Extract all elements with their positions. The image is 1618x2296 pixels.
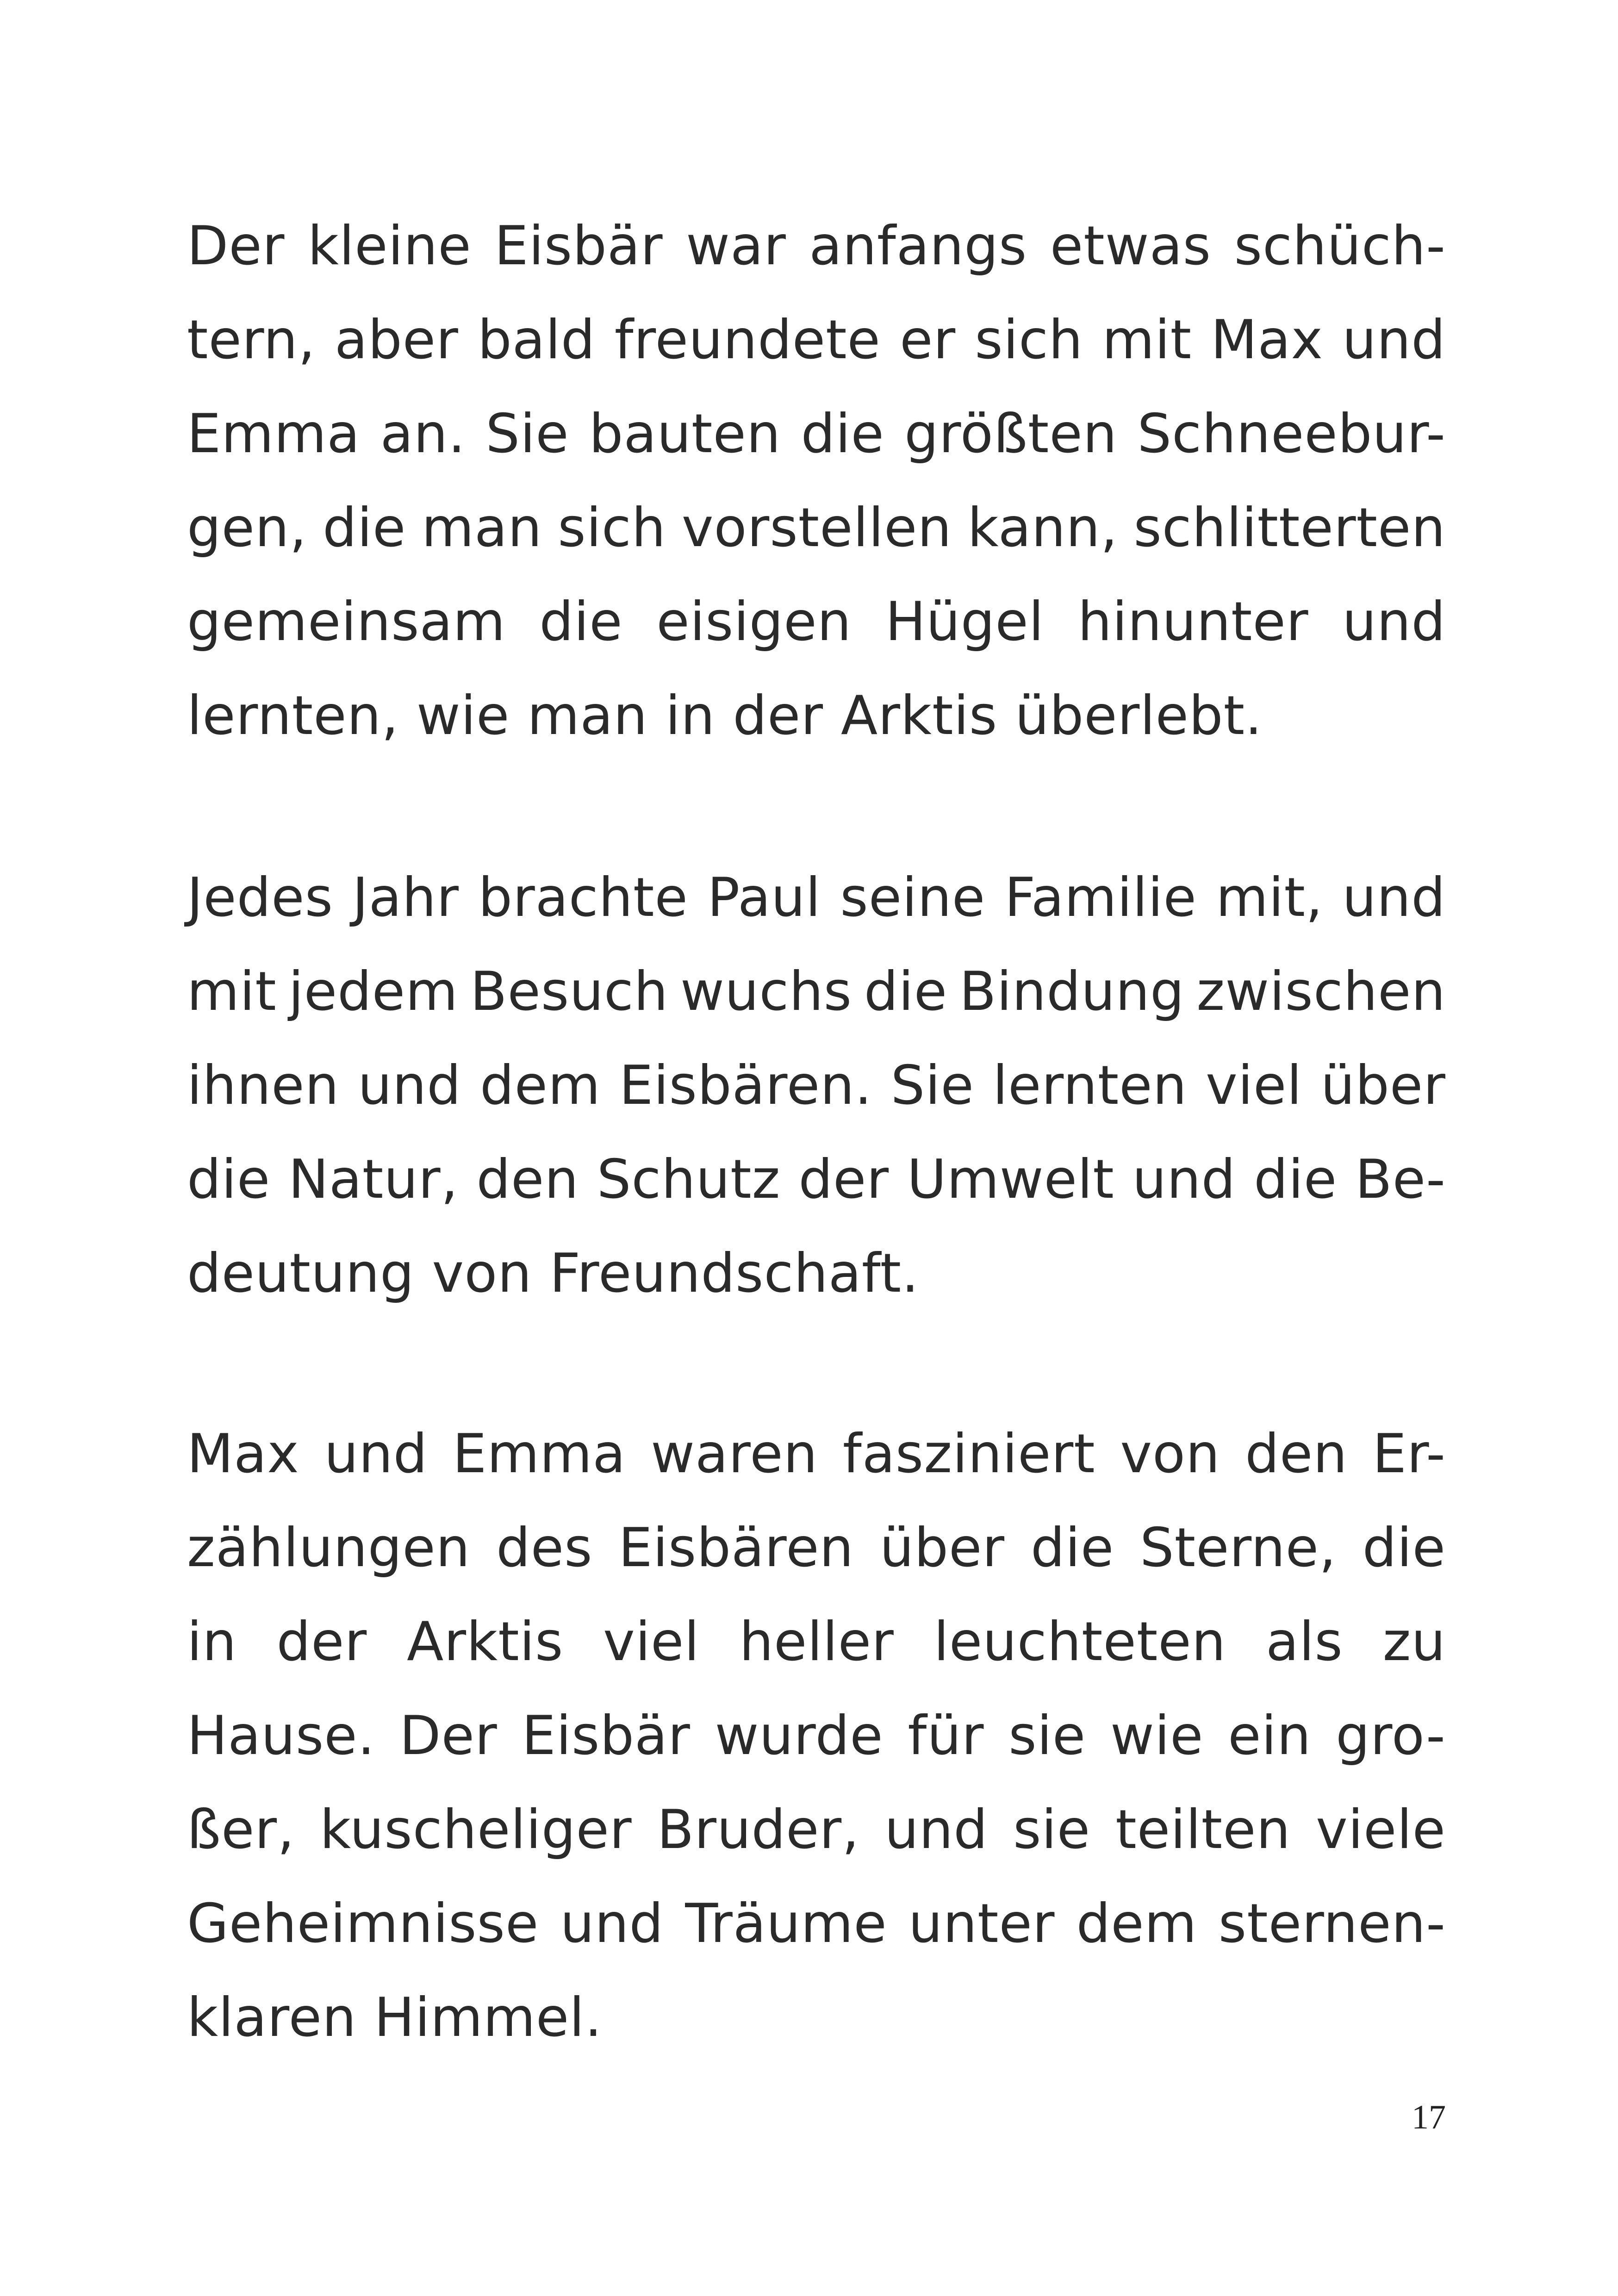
text-line: [187, 481, 1446, 575]
word: Max: [187, 1423, 299, 1485]
word: schüch-: [1234, 215, 1446, 277]
word: Schutz: [597, 1148, 781, 1211]
word: über: [879, 1517, 1005, 1579]
word: Natur,: [288, 1148, 459, 1211]
word: ein: [1228, 1705, 1312, 1767]
word: kuscheliger: [320, 1798, 632, 1861]
word: war: [686, 215, 786, 277]
text-line: deutung von Freundschaft.: [187, 1242, 919, 1305]
word: sich: [558, 497, 666, 559]
word: Schneebur-: [1137, 403, 1446, 465]
word: für: [908, 1705, 984, 1767]
word: gro-: [1336, 1705, 1446, 1767]
text-line: [187, 1689, 1446, 1783]
word: leuchteten: [933, 1611, 1226, 1673]
word: teilten: [1115, 1798, 1291, 1861]
word: Arktis: [407, 1611, 564, 1673]
word: die: [1254, 1148, 1338, 1211]
word: größten: [904, 403, 1118, 465]
word: Hügel: [885, 591, 1044, 653]
word: Emma: [187, 403, 361, 465]
word: Sie: [485, 403, 569, 465]
word: mit: [1102, 309, 1192, 371]
word: viele: [1316, 1798, 1446, 1861]
paragraph-3: [187, 1407, 1446, 2065]
text-line: [187, 575, 1446, 669]
text-line: [187, 1595, 1446, 1689]
word: in: [187, 1611, 237, 1673]
word: man: [421, 497, 542, 559]
word: kleine: [307, 215, 472, 277]
text-line: [187, 945, 1446, 1039]
text-line: [187, 851, 1446, 945]
word: die: [187, 1148, 271, 1211]
word: aber: [335, 309, 459, 371]
word: und: [884, 1798, 988, 1861]
text-line: klaren Himmel.: [187, 1986, 603, 2049]
word: Der: [399, 1705, 498, 1767]
word: zählungen: [187, 1517, 471, 1579]
word: und: [1342, 591, 1446, 653]
word: den: [476, 1148, 579, 1211]
word: Sterne,: [1140, 1517, 1337, 1579]
word: bald: [477, 309, 596, 371]
paragraph-1: [187, 199, 1446, 763]
word: ihnen: [187, 1054, 340, 1117]
word: fasziniert: [842, 1423, 1095, 1485]
word: Familie: [1004, 866, 1197, 929]
word: mit,: [1216, 866, 1323, 929]
word: als: [1266, 1611, 1343, 1673]
text-line: [187, 1132, 1446, 1226]
text-line: lernten, wie man in der Arktis überlebt.: [187, 684, 1263, 747]
word: lernten: [992, 1054, 1188, 1117]
word: sich: [975, 309, 1083, 371]
word: mit: [187, 960, 277, 1023]
word: sternen-: [1218, 1892, 1446, 1955]
text-line: [187, 199, 1446, 293]
word: die: [864, 960, 948, 1023]
word: schlitterten: [1133, 497, 1446, 559]
word: der: [276, 1611, 367, 1673]
word: die: [539, 591, 623, 653]
word: Eisbär: [522, 1705, 691, 1767]
word: Eisbären: [618, 1517, 854, 1579]
word: die: [323, 497, 406, 559]
word: kann,: [967, 497, 1118, 559]
word: ßer,: [187, 1798, 295, 1861]
word: über: [1320, 1054, 1446, 1117]
word: vorstellen: [681, 497, 952, 559]
word: und: [1132, 1148, 1236, 1211]
word: die: [1030, 1517, 1114, 1579]
word: brachte: [478, 866, 688, 929]
word: viel: [603, 1611, 700, 1673]
word: die: [801, 403, 884, 465]
paragraph-2: [187, 851, 1446, 1320]
word: Eisbär: [494, 215, 663, 277]
word: Bindung: [959, 960, 1185, 1023]
word: bauten: [589, 403, 781, 465]
word: Sie: [890, 1054, 974, 1117]
word: sie: [1008, 1705, 1086, 1767]
word: Jedes: [187, 866, 334, 929]
word: etwas: [1050, 215, 1212, 277]
word: gemeinsam: [187, 591, 506, 653]
word: eisigen: [656, 591, 852, 653]
word: er: [900, 309, 956, 371]
word: freundete: [614, 309, 881, 371]
word: den: [1245, 1423, 1348, 1485]
text-line: [187, 1407, 1446, 1501]
word: die: [1362, 1517, 1446, 1579]
word: des: [496, 1517, 593, 1579]
word: dem: [1076, 1892, 1197, 1955]
word: anfangs: [809, 215, 1027, 277]
word: dem: [479, 1054, 601, 1117]
word: und: [560, 1892, 664, 1955]
word: Paul: [707, 866, 821, 929]
word: Er-: [1372, 1423, 1446, 1485]
word: Eisbären.: [619, 1054, 872, 1117]
word: und: [324, 1423, 428, 1485]
text-line: [187, 387, 1446, 481]
word: Hause.: [187, 1705, 375, 1767]
word: sie: [1013, 1798, 1091, 1861]
word: und: [358, 1054, 461, 1117]
word: an.: [380, 403, 466, 465]
word: zu: [1382, 1611, 1446, 1673]
word: waren: [651, 1423, 818, 1485]
page-number: 17: [1412, 2098, 1446, 2136]
text-line: [187, 293, 1446, 387]
word: Be-: [1355, 1148, 1446, 1211]
word: wuchs: [680, 960, 853, 1023]
word: Besuch: [470, 960, 669, 1023]
word: Umwelt: [907, 1148, 1114, 1211]
word: hinunter: [1077, 591, 1309, 653]
word: Emma: [453, 1423, 626, 1485]
word: tern,: [187, 309, 316, 371]
word: jedem: [288, 960, 459, 1023]
word: von: [1120, 1423, 1220, 1485]
word: Der: [187, 215, 285, 277]
word: gen,: [187, 497, 307, 559]
word: Geheimnisse: [187, 1892, 539, 1955]
word: heller: [739, 1611, 894, 1673]
text-line: [187, 1039, 1446, 1132]
word: viel: [1206, 1054, 1302, 1117]
text-line: [187, 1783, 1446, 1877]
text-line: [187, 1877, 1446, 1971]
word: unter: [908, 1892, 1055, 1955]
word: wurde: [715, 1705, 884, 1767]
word: zwischen: [1196, 960, 1446, 1023]
text-line: [187, 1501, 1446, 1595]
word: seine: [840, 866, 986, 929]
word: Bruder,: [657, 1798, 860, 1861]
word: Max: [1211, 309, 1324, 371]
word: Jahr: [352, 866, 459, 929]
word: der: [798, 1148, 890, 1211]
word: wie: [1110, 1705, 1204, 1767]
word: und: [1342, 309, 1446, 371]
word: Träume: [685, 1892, 887, 1955]
word: und: [1342, 866, 1446, 929]
